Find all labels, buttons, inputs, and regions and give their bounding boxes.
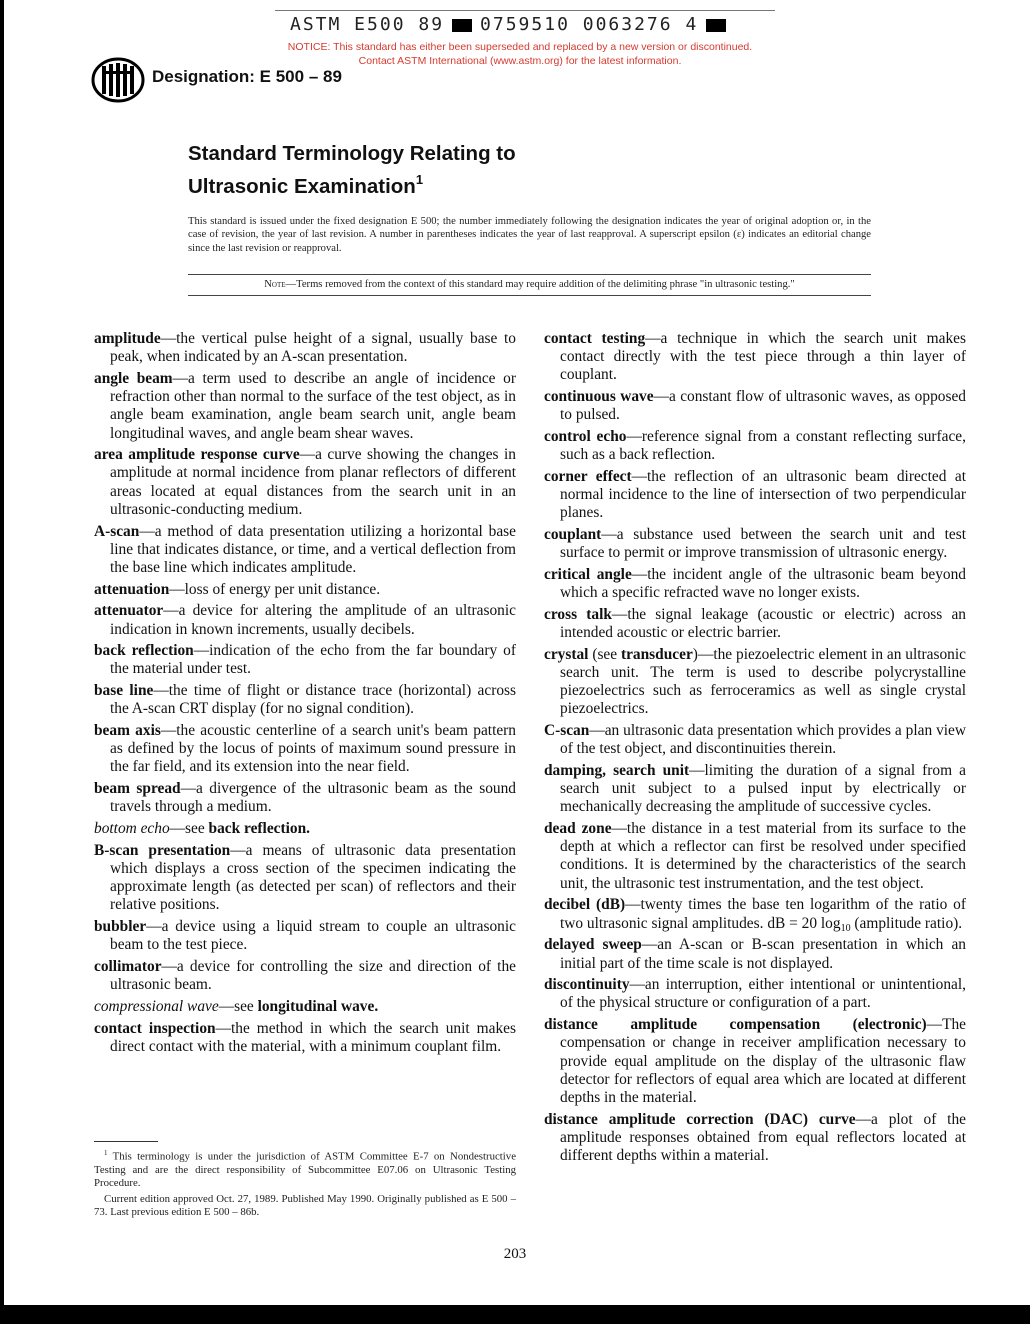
entry-term: control echo [544,428,627,446]
astm-logo [92,58,144,102]
entry-definition: —indication of the echo from the far boundary of the material under test. [110,642,516,678]
glossary-entry [544,526,966,562]
entry-term: area amplitude response curve [94,446,300,464]
entry-term: contact inspection [94,1019,216,1037]
entry-term: collimator [94,958,162,975]
entry-definition: —an interruption, either intentional or unintentional, of the physical structure or configuration of a part. [560,976,966,1012]
entry-term: contact testing [544,330,646,347]
entry-term: attenuation [94,580,170,598]
scan-left-edge [0,0,4,1324]
footnote-2: Current edition approved Oct. 27, 1989. Published May 1990. Originally published as E 500 – 73. Last previous edition E 500 – 86b. [94,1192,516,1218]
document-code-a: ASTM E500 89 [290,14,445,35]
glossary-entry [94,581,516,599]
entry-definition: —the reflection of an ultrasonic beam directed at normal incidence to the line of intersection of two perpendicular planes. [560,467,966,522]
entry-definition: —a means of ultrasonic data presentation which displays a cross section of the specimen indicating the approximate length (as detected per scan) of reflectors and their relative positions. [110,841,517,914]
entry-text: (see [588,645,621,663]
entry-term: compressional wave [94,997,219,1015]
glossary-entry [94,842,516,915]
right-column [544,330,966,1169]
glossary-entry [544,1016,966,1107]
entry-definition: —a plot of the amplitude responses obtained from equal reflectors located at different depths within a material. [560,1110,966,1165]
glossary-entry [544,388,966,424]
logo-text: ASTM [116,102,120,103]
title-line-1: Standard Terminology Relating to [188,142,516,165]
glossary-entry [544,646,966,719]
glossary-entry [94,446,516,519]
entry-definition: —twenty times the base ten logarithm of the ratio of two ultrasonic signal amplitudes. dB = 20 log [560,896,966,932]
entry-term: corner effect [544,467,632,485]
footnote-1 [94,1147,516,1190]
entry-definition: —the method in which the search unit makes direct contact with the material, with a minimum couplant film. [110,1019,516,1055]
entry-term: bottom echo [94,820,170,838]
entry-term: dead zone [544,820,612,838]
entry-term: beam spread [94,780,181,798]
entry-term: B-scan presentation [94,841,231,859]
note-top-rule [188,274,871,275]
glossary-entry [544,330,966,385]
entry-term: damping, search unit [544,761,690,779]
glossary-entry [544,1111,966,1166]
glossary-entry [94,370,516,443]
entry-term: critical angle [544,565,632,583]
footnote-1-mark: 1 [104,1149,108,1157]
header-rule [275,10,775,11]
glossary-entry [94,682,516,718]
entry-term: crystal [544,645,589,663]
glossary-entry [94,918,516,954]
glossary-entry [544,762,966,817]
entry-definition: —limiting the duration of a signal from a search unit subject to a pulsed input by electrically or mechanically decreasing the amplitude of successive cycles. [560,761,966,816]
glossary-entry [94,602,516,638]
document-title [188,141,788,200]
entry-term: base line [94,682,154,700]
entry-definition: —an A-scan or B-scan presentation in which an initial part of the time scale is not displayed. [560,936,966,972]
glossary-entry [94,722,516,777]
entry-definition: —an ultrasonic data presentation which provides a plan view of the test object, and discontinuities therein. [560,722,966,758]
document-code-line [290,14,770,40]
entry-subscript: 10 [840,922,851,934]
entry-definition: —the vertical pulse height of a signal, usually base to peak, when indicated by an A-scan presentation. [110,330,516,366]
superseded-notice [260,40,780,68]
glossary-entry [94,642,516,678]
code-block-mark [452,19,472,32]
entry-definition: —the distance in a test material from its surface to the depth at which a reflector can first be resolved under specified conditions. It is determined by the characteristics of the search unit, the ultrasonic test instrumentation, and the test object. [560,820,966,892]
entry-term: C-scan [544,722,590,740]
entry-definition: —a method of data presentation utilizing a horizontal base line that indicates distance, or time, and a vertical deflection from the base line which indicates amplitude. [110,522,516,576]
footnote-1-text: This terminology is under the jurisdiction of ASTM Committee E-7 on Nondestructive Testing and are the direct responsibility of Subcommittee E07.06 on Ultrasonic Testing Procedure. [94,1150,516,1189]
entry-definition: —a curve showing the changes in amplitude at normal incidence from planar reflectors of different areas located at equal distances from the search unit in an ultrasonic-conducting medium. [110,446,516,518]
entry-definition: —the signal leakage (acoustic or electric) across an intended acoustic or electric barrier. [560,605,966,642]
notice-line-1: NOTICE: This standard has either been superseded and replaced by a new version or discontinued. [287,41,753,53]
glossary-entry [544,428,966,464]
entry-definition: —The compensation or change in receiver amplification necessary to provide equal amplitude on the display of the ultrasonic flaw detector for reflectors of equal area which are located at different depths in the material. [560,1016,966,1106]
left-column [94,330,516,1060]
glossary-entry [544,820,966,893]
glossary-entry [94,523,516,578]
entry-term: discontinuity [544,976,630,994]
footnotes [94,1147,516,1222]
entry-term: continuous wave [544,388,654,406]
entry-definition: —a device for altering the amplitude of an ultrasonic indication in known increments, usually decibels. [110,602,516,638]
entry-definition: —the time of flight or distance trace (horizontal) across the A-scan CRT display (for no signal condition). [110,682,516,718]
scan-bottom-edge [0,1305,1030,1324]
entry-term: A-scan [94,522,140,540]
entry-term: back reflection [94,642,194,660]
entry-term: beam axis [94,722,161,740]
entry-term: decibel (dB) [544,896,626,914]
entry-term: amplitude [94,330,161,347]
glossary-entry [544,976,966,1012]
glossary-entry [544,468,966,523]
entry-definition: —see [169,820,209,838]
entry-definition: —the acoustic centerline of a search unit's beam pattern as defined by the locus of points of maximum sound pressure in the far field, and its extension into the near field. [110,722,516,776]
entry-cross-reference: back reflection. [208,820,310,838]
document-code-b: 0759510 0063276 4 [480,14,699,35]
glossary-entry [544,896,966,932]
issued-note: This standard is issued under the fixed designation E 500; the number immediately following the designation indicates the year of original adoption or, in the case of revision, the year of last revision. A number in parentheses indicates the year of last reapproval. A superscript epsilon (ε) indicates an editorial change since the last revision or reapproval. [188,216,871,254]
entry-definition: —a technique in which the search unit makes contact directly with the test piece through a thin layer of couplant. [560,330,966,384]
entry-definition: —the piezoelectric element in an ultrasonic search unit. The term is used to describe polycrystalline piezoelectrics such as ferroceramics as well as single crystal piezoelectrics. [560,645,966,718]
glossary-entry [94,330,516,366]
entry-definition: —loss of energy per unit distance. [169,580,381,598]
notice-line-2: Contact ASTM International (www.astm.org) for the latest information. [358,55,682,67]
glossary-entry [94,780,516,816]
title-footnote-mark: 1 [415,172,424,187]
entry-term: couplant [544,526,602,544]
note-label: Note [264,279,286,290]
entry-cross-reference: transducer [620,645,693,663]
entry-term: distance amplitude correction (DAC) curve [544,1110,856,1128]
code-block-mark [706,19,726,32]
entry-definition: —a constant flow of ultrasonic waves, as opposed to pulsed. [560,388,966,424]
entry-definition: —see [218,997,258,1015]
entry-term: delayed sweep [544,936,642,954]
entry-term: distance amplitude compensation (electronic) [544,1016,927,1034]
note-bottom-rule [188,295,871,296]
entry-definition: —a device for controlling the size and direction of the ultrasonic beam. [110,958,516,994]
entry-definition: —reference signal from a constant reflecting surface, such as a back reflection. [560,428,966,464]
entry-term: bubbler [94,918,147,936]
entry-definition: —a divergence of the ultrasonic beam as the sound travels through a medium. [110,780,516,816]
glossary-entry [544,936,966,972]
page-number: 203 [503,1246,527,1262]
glossary-entry [94,958,516,994]
entry-definition: (amplitude ratio). [850,914,963,932]
glossary-entry [94,1020,516,1056]
entry-term: cross talk [544,605,612,623]
title-line-2: Ultrasonic Examination [188,175,416,198]
footnote-rule [94,1141,158,1142]
glossary-entry [544,566,966,602]
entry-definition: —a device using a liquid stream to couple an ultrasonic beam to the test piece. [110,918,516,954]
glossary-entry [544,606,966,642]
entry-definition: —the incident angle of the ultrasonic beam beyond which a specific refracted wave no longer exists. [560,565,967,602]
glossary-entry [94,820,516,838]
entry-term: attenuator [94,602,164,620]
entry-cross-reference: longitudinal wave. [257,997,379,1015]
entry-term: angle beam [94,369,173,387]
entry-text: ) [692,645,698,663]
terminology-note [188,278,871,291]
designation: Designation: E 500 – 89 [152,67,342,86]
glossary-entry [94,998,516,1016]
entry-definition: —a term used to describe an angle of incidence or refraction other than normal to the surface of the test object, as in angle beam examination, angle beam search unit, angle beam longitudinal waves, and angle beam shear waves. [110,369,516,442]
entry-definition: —a substance used between the search unit and test surface to permit or improve transmission of ultrasonic energy. [560,526,966,562]
glossary-entry [544,722,966,758]
note-text: —Terms removed from the context of this standard may require addition of the delimiting phrase "in ultrasonic testing." [285,279,795,290]
